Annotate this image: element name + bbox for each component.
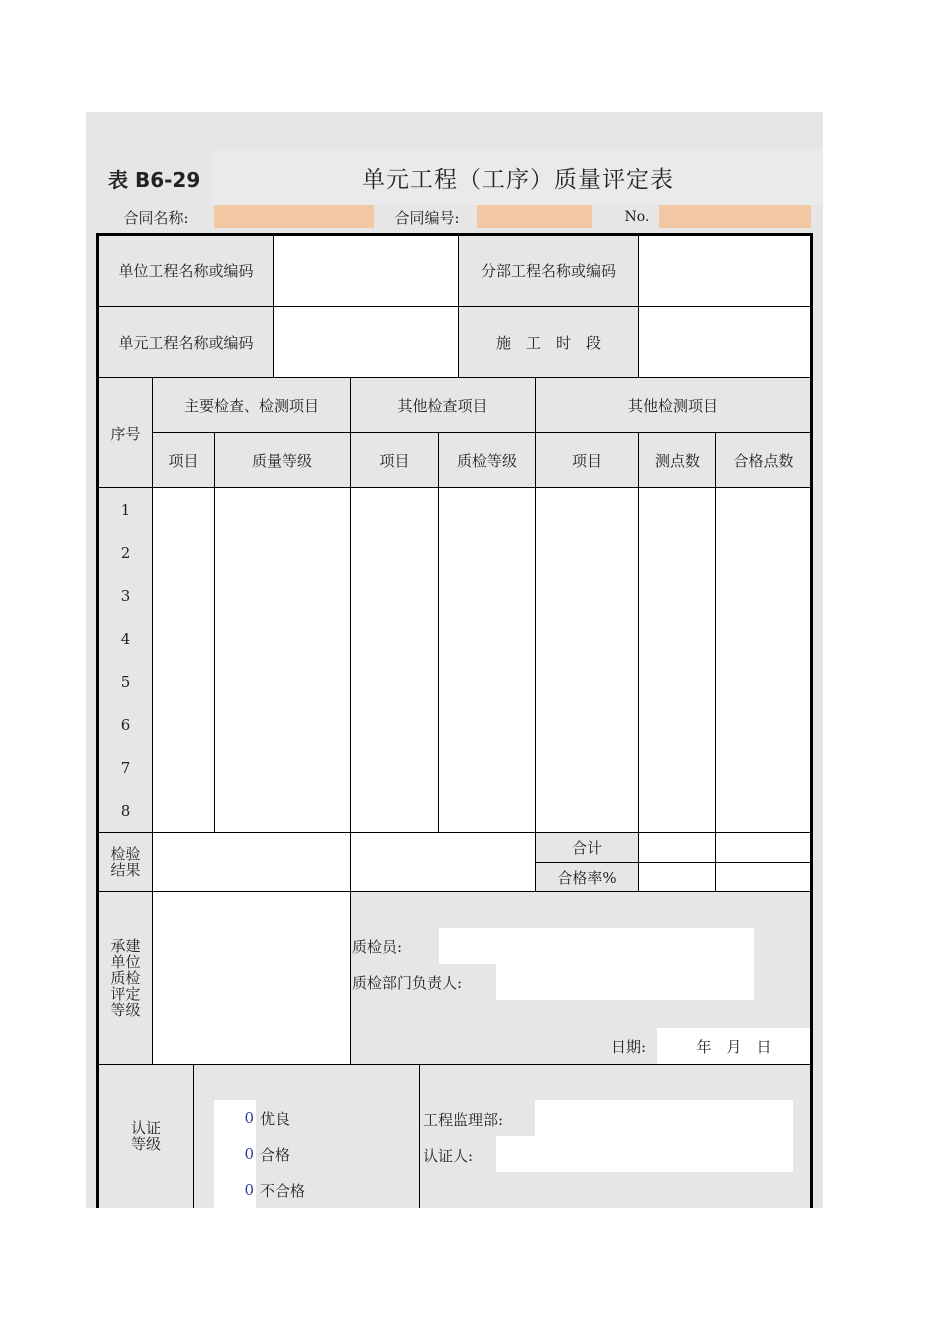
grid-line xyxy=(152,378,153,1064)
grid-line xyxy=(638,235,639,378)
other-check-group-header: 其他检查项目 xyxy=(397,397,488,415)
contract-name-field[interactable] xyxy=(214,205,374,228)
total-label: 合计 xyxy=(571,838,602,857)
seq-header: 序号 xyxy=(110,424,141,443)
certification-label xyxy=(98,1064,194,1208)
contractor-grade-value[interactable] xyxy=(153,892,350,1064)
contractor-label-line: 质检 xyxy=(110,969,141,987)
grid-line xyxy=(535,378,536,892)
grid-line xyxy=(438,433,439,832)
grid-line xyxy=(98,487,811,488)
certifier-field[interactable] xyxy=(496,1136,793,1172)
other-measure-group-header: 其他检测项目 xyxy=(627,397,718,415)
result-label xyxy=(98,832,153,892)
grid-line xyxy=(419,1064,420,1208)
pass-count: 0 xyxy=(244,1145,254,1163)
no-label: No. xyxy=(624,209,650,225)
border-top xyxy=(96,233,813,236)
contract-name-label: 合同名称: xyxy=(123,208,189,227)
fail-label: 不合格 xyxy=(260,1181,306,1200)
contractor-label-line: 等级 xyxy=(110,1001,141,1019)
data-area[interactable] xyxy=(153,488,811,832)
inspector-field[interactable] xyxy=(439,928,754,964)
certifier-label: 认证人: xyxy=(423,1146,474,1165)
result-other-check-value[interactable] xyxy=(350,832,535,892)
supervision-label: 工程监理部: xyxy=(423,1110,504,1129)
result-label-line: 结果 xyxy=(110,861,141,879)
other-measure-item-col-header: 项目 xyxy=(571,452,602,470)
contract-no-label: 合同编号: xyxy=(394,208,460,227)
grid-line xyxy=(715,433,716,892)
grid-line xyxy=(350,378,351,1064)
points-col-header: 测点数 xyxy=(654,452,700,470)
dept-head-field[interactable] xyxy=(496,964,754,1000)
date-field[interactable]: 年 月 日 xyxy=(657,1028,811,1064)
inspector-label: 质检员: xyxy=(352,937,403,956)
result-label-line: 检验 xyxy=(110,845,141,863)
other-check-item-col-header: 项目 xyxy=(379,452,410,470)
grid-line xyxy=(98,832,811,833)
result-main-value[interactable] xyxy=(153,832,350,892)
date-label: 日期: xyxy=(610,1037,647,1056)
sub-project-value[interactable] xyxy=(639,235,811,306)
grid-line xyxy=(535,862,811,863)
contractor-label-line: 单位 xyxy=(110,953,141,971)
unit-project-label: 单位工程名称或编码 xyxy=(118,262,254,280)
contractor-label-line: 承建 xyxy=(110,937,141,955)
main-item-col-header: 项目 xyxy=(168,452,199,470)
contract-no-field[interactable] xyxy=(477,205,592,228)
other-check-grade-col-header: 质检等级 xyxy=(456,452,517,470)
fail-count: 0 xyxy=(244,1181,254,1199)
row-number: 7 xyxy=(120,758,131,777)
pass-rate-label: 合格率% xyxy=(557,868,617,887)
supervision-field[interactable] xyxy=(535,1100,793,1136)
main-quality-grade-col-header: 质量等级 xyxy=(251,452,312,470)
row-number: 5 xyxy=(120,672,131,691)
certification-label-line: 认证 xyxy=(130,1119,161,1137)
grid-line xyxy=(98,377,811,378)
border-left xyxy=(96,233,99,1208)
pass-points-col-header: 合格点数 xyxy=(733,452,794,470)
row-number: 4 xyxy=(120,629,131,648)
grid-line xyxy=(193,1064,194,1208)
row-number: 1 xyxy=(120,500,131,519)
row-number: 2 xyxy=(120,543,131,562)
border-right xyxy=(810,233,813,1208)
grid-line xyxy=(638,433,639,892)
grid-line xyxy=(458,235,459,378)
excellent-label: 优良 xyxy=(260,1109,291,1128)
main-items-group-header: 主要检查、检测项目 xyxy=(183,397,319,415)
grid-line xyxy=(98,891,811,892)
construction-period-label: 施 工 时 段 xyxy=(495,334,601,352)
sub-project-label: 分部工程名称或编码 xyxy=(480,262,616,280)
dept-head-label: 质检部门负责人: xyxy=(352,973,463,992)
grid-line xyxy=(153,432,811,433)
form-code: 表 B6-29 xyxy=(108,167,201,192)
grid-line xyxy=(98,1064,811,1065)
contractor-label xyxy=(98,892,153,1064)
element-project-label: 单元工程名称或编码 xyxy=(118,334,254,352)
row-number: 3 xyxy=(120,586,131,605)
pass-label: 合格 xyxy=(260,1145,291,1164)
construction-period-value[interactable] xyxy=(639,307,811,378)
contractor-label-line: 评定 xyxy=(110,985,141,1003)
row-number: 8 xyxy=(120,801,131,820)
row-number: 6 xyxy=(120,715,131,734)
certification-label-line: 等级 xyxy=(130,1135,161,1153)
unit-project-value[interactable] xyxy=(274,235,458,306)
form-title: 单元工程（工序）质量评定表 xyxy=(213,150,823,205)
element-project-value[interactable] xyxy=(274,307,458,378)
grid-line xyxy=(214,433,215,832)
no-field[interactable] xyxy=(659,205,811,228)
grid-line xyxy=(98,306,811,307)
grid-line xyxy=(273,235,274,378)
excellent-count: 0 xyxy=(244,1109,254,1127)
